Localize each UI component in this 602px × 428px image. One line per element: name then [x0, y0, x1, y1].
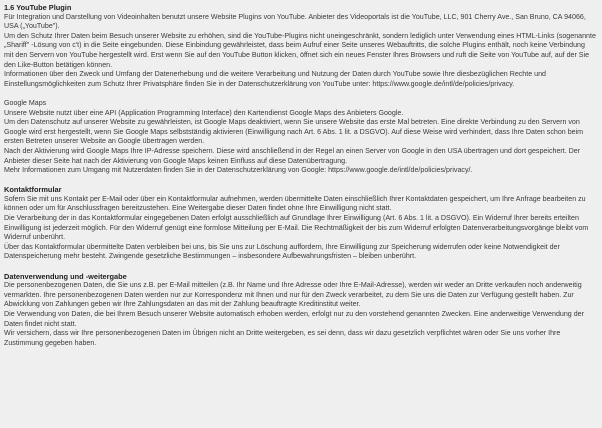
section-kontaktformular	[4, 185, 596, 262]
paragraph: Um den Schutz Ihrer Daten beim Besuch unserer Website zu erhöhen, sind die YouTube-Plugins nicht uneingeschränkt, sondern lediglich unter Verwendung eines HTML-Links (sogenannte „Shariff" -Lösung von c't) in die Seite eingebunden. Diese Einbindung gewährleistet, dass beim Aufruf einer Seite unseres Webauftritts, die solche Plugins enthält, noch keine Verbindung mit den Servern von YouTube hergestellt wird. Erst wenn Sie auf den YouTube Button klicken, öffnet sich ein neues Fenster Ihres Browsers und ruft die Seite von YouTube auf, auf der Sie den Like-Button betätigen können.	[4, 31, 596, 69]
paragraph: Um den Datenschutz auf unserer Website zu gewährleisten, ist Google Maps deaktiviert, wenn Sie unsere Website das erste Mal betreten. Eine direkte Verbindung zu den Servern von Google wird erst hergestellt, wenn Sie Google Maps selbstständig aktivieren (Einwilligung nach Art. 6 Abs. 1 lit. a DSGVO). Auf diese Weise wird verhindert, dass Ihre Daten schon beim ersten Betreten unserer Website an Google übertragen werden.	[4, 118, 584, 146]
paragraph: Die Verarbeitung der in das Kontaktformular eingegebenen Daten erfolgt ausschließlich auf Grundlage Ihrer Einwilligung (Art. 6 Abs. 1 lit. a DSGVO). Ein Widerruf Ihrer bereits erteilten Einwilligung ist jederzeit möglich. Für den Widerruf genügt eine formlose Mitteilung per E-Mail. Die Rechtmäßigkeit der bis zum Widerruf erfolgten Datenverarbeitungsvorgänge bleibt vom Widerruf unberührt.	[4, 214, 589, 242]
paragraph: Unsere Website nutzt über eine API (Application Programming Interface) den Kartendienst Google Maps des Anbieters Google.	[4, 108, 404, 117]
paragraph: Für Integration und Darstellung von Videoinhalten benutzt unsere Website Plugins von YouTube. Anbieter des Videoportals ist die YouTube, LLC, 901 Cherry Ave., San Bruno, CA 94066, USA („YouTube").	[4, 12, 586, 31]
paragraph: Wir versichern, dass wir Ihre personenbezogenen Daten im Übrigen nicht an Dritte weitergeben, es sei denn, dass wir dazu gesetzlich verpflichtet wären oder Sie uns vorher Ihre Zustimmung gegeben haben.	[4, 329, 561, 347]
paragraph: Informationen über den Zweck und Umfang der Datenerhebung und die weitere Verarbeitung und Nutzung der Daten durch YouTube sowie Ihre diesbezüglichen Rechte und Einstellungsmöglichkeiten zum Schutz Ihrer Privatsphäre finden Sie in der Datenschutzerklärung von YouTube unter: https://www.google.de/intl/de/policies/privacy.	[4, 70, 546, 88]
paragraph: Über das Kontaktformular übermittelte Daten verbleiben bei uns, bis Sie uns zur Löschung auffordern, Ihre Einwilligung zur Speicherung widerrufen oder keine Notwendigkeit der Datenspeicherung mehr besteht. Zwingende gesetzliche Bestimmungen – insbesondere Aufbewahrungsfristen – bleiben unberührt.	[4, 242, 560, 261]
section-heading: 1.6 YouTube Plugin	[4, 3, 72, 12]
section-youtube-plugin	[4, 3, 596, 89]
section-heading: Kontaktformular	[4, 185, 62, 195]
section-heading: Datenverwendung und -weitergabe	[4, 271, 127, 281]
paragraph: Die Verwendung von Daten, die bei Ihrem Besuch unserer Website automatisch erhoben werden, erfolgt nur zu den vorstehend genannten Zwecken. Eine anderweitige Verwendung der Daten findet nicht statt.	[4, 310, 584, 328]
section-google-maps	[4, 99, 596, 176]
section-datenverwendung	[4, 272, 596, 349]
paragraph: Mehr Informationen zum Umgang mit Nutzerdaten finden Sie in der Datenschutzerklärung von Google: https://www.google.de/intl/de/policies/privacy/.	[4, 166, 473, 175]
section-heading: Google Maps	[4, 98, 47, 107]
paragraph: Sofern Sie mit uns Kontakt per E-Mail oder über ein Kontaktformular aufnehmen, werden übermittelte Daten einschließlich Ihrer Kontaktdaten gespeichert, um Ihre Anfrage bearbeiten zu können oder um für Anschlussfragen bereitzustehen. Eine Weitergabe dieser Daten findet ohne Ihre Einwilligung nicht statt.	[4, 194, 586, 213]
paragraph: Die personenbezogenen Daten, die Sie uns z.B. per E-Mail mitteilen (z.B. Ihr Name und Ihre Adresse oder Ihre E-Mail-Adresse), werden wir weder an Dritte verkaufen noch anderweitig vermarkten. Ihre personenbezogenen Daten werden nur zur Korrespondenz mit Ihnen und nur für den Zweck verarbeitet, zu dem Sie uns die Daten zur Verfügung gestellt haben. Zur Abwicklung von Zahlungen geben wir Ihre Zahlungsdaten an das mit der Zahlung beauftragte Kreditinstitut weiter.	[4, 281, 582, 309]
paragraph: Nach der Aktivierung wird Google Maps Ihre IP-Adresse speichern. Diese wird anschließend in der Regel an einen Server von Google in den USA übertragen und dort gespeichert. Der Anbieter dieser Seite hat nach der Aktivierung von Google Maps keinen Einfluss auf diese Datenübertragung.	[4, 146, 581, 165]
